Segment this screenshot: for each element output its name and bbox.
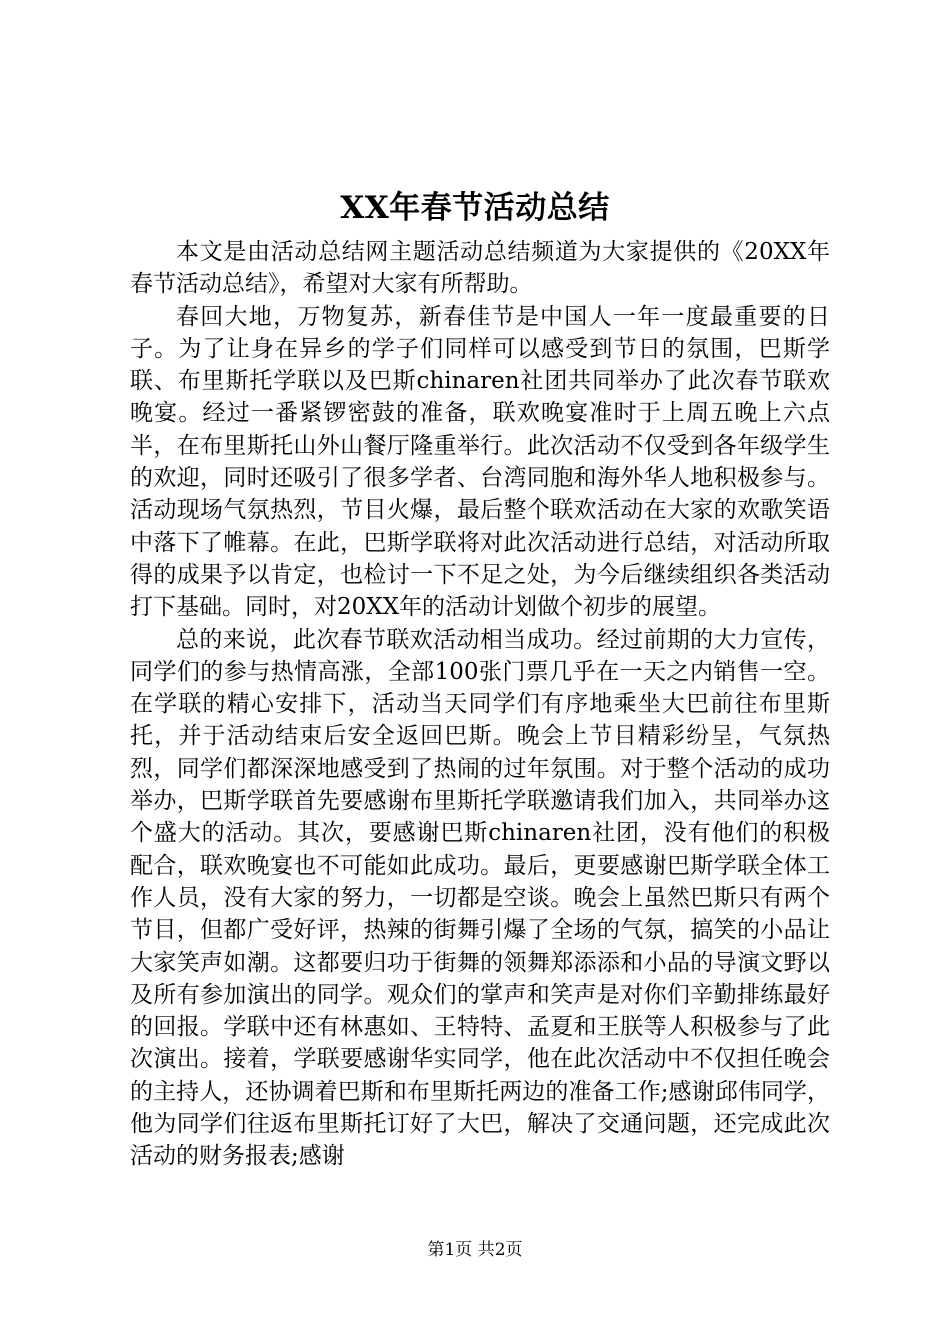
document-body [130, 236, 830, 1173]
paragraph-summary: 总的来说，此次春节联欢活动相当成功。经过前期的大力宣传，同学们的参与热情高涨，全部100张门票几乎在一天之内销售一空。在学联的精心安排下，活动当天同学们有序地乘坐大巴前往布里斯托，并于活动结束后安全返回巴斯。晚会上节目精彩纷呈，气氛热烈，同学们都深深地感受到了热闹的过年氛围。对于整个活动的成功举办，巴斯学联首先要感谢布里斯托学联邀请我们加入，共同举办这个盛大的活动。其次，要感谢巴斯chinaren社团，没有他们的积极配合，联欢晚宴也不可能如此成功。最后，更要感谢巴斯学联全体工作人员，没有大家的努力，一切都是空谈。晚会上虽然巴斯只有两个节目，但都广受好评，热辣的街舞引爆了全场的气氛，搞笑的小品让大家笑声如潮。这都要归功于街舞的领舞郑添添和小品的导演文野以及所有参加演出的同学。观众们的掌声和笑声是对你们辛勤排练最好的回报。学联中还有林惠如、王特特、孟夏和王朕等人积极参与了此次演出。接着，学联要感谢华实同学，他在此次活动中不仅担任晚会的主持人，还协调着巴斯和布里斯托两边的准备工作;感谢邱伟同学，他为同学们往返布里斯托订好了大巴，解决了交通问题，还完成此次活动的财务报表;感谢 [130, 626, 830, 1170]
paragraph-intro: 本文是由活动总结网主题活动总结频道为大家提供的《20XX年春节活动总结》，希望对大家有所帮助。 [130, 239, 830, 298]
paragraph-background: 春回大地，万物复苏，新春佳节是中国人一年一度最重要的日子。为了让身在异乡的学子们同样可以感受到节日的氛围，巴斯学联、布里斯托学联以及巴斯chinaren社团共同举办了此次春节联欢晚宴。经过一番紧锣密鼓的准备，联欢晚宴准时于上周五晚上六点半，在布里斯托山外山餐厅隆重举行。此次活动不仅受到各年级学生的欢迎，同时还吸引了很多学者、台湾同胞和海外华人地积极参与。活动现场气氛热烈，节目火爆，最后整个联欢活动在大家的欢歌笑语中落下了帷幕。在此，巴斯学联将对此次活动进行总结，对活动所取得的成果予以肯定，也检讨一下不足之处，为今后继续组织各类活动打下基础。同时，对20XX年的活动计划做个初步的展望。 [130, 303, 830, 621]
document-title: XX年春节活动总结 [340, 190, 610, 226]
page-footer: 第1页 共2页 [427, 1240, 523, 1260]
